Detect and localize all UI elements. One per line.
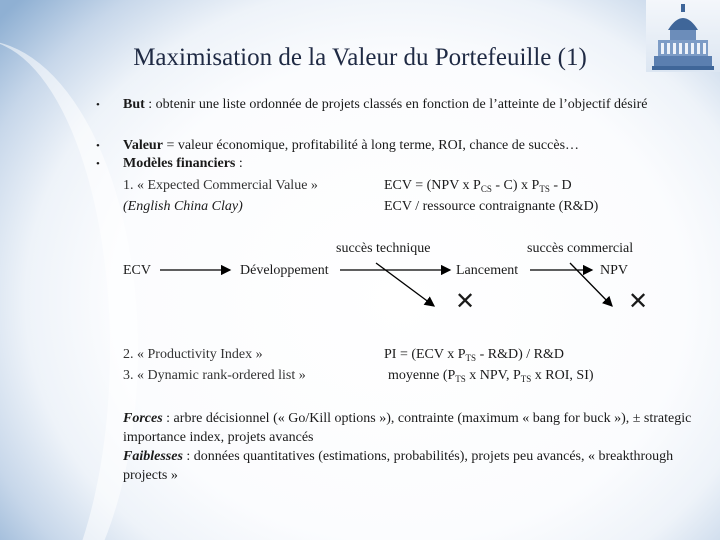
model3-name: 3. « Dynamic rank-ordered list »	[123, 368, 306, 383]
bullet-glyph: •	[96, 158, 100, 170]
flow-node-launch: Lancement	[456, 263, 519, 278]
page-title: Maximisation de la Valeur du Portefeuille (1)	[133, 44, 587, 71]
model1-name: 1. « Expected Commercial Value »	[123, 178, 318, 193]
flow-node-ecv: ECV	[123, 263, 151, 278]
bullet-text: = valeur économique, profitabilité à long terme, ROI, chance de succès…	[162, 138, 580, 153]
bullet-text: :	[235, 156, 243, 171]
bullet-glyph: •	[96, 140, 100, 152]
faiblesses-label: Faiblesses	[123, 449, 183, 464]
failure-x-mark-icon: ✕	[455, 287, 476, 315]
model2-name: 2. « Productivity Index »	[123, 347, 263, 362]
flow-label-technical-success: succès technique	[336, 241, 431, 256]
bullet-label: Valeur	[123, 138, 163, 153]
faiblesses-paragraph	[123, 447, 683, 485]
forces-label: Forces	[123, 411, 163, 426]
failure-x-mark-icon: ✕	[628, 287, 649, 315]
bullet-label: But	[123, 97, 145, 112]
flow-label-commercial-success: succès commercial	[527, 241, 634, 256]
model3-formula: moyenne ($P_{TS}$ x NPV, $P_{TS}$ x ROI, SI)	[388, 368, 594, 384]
model1-source-text: (English China Clay)	[123, 199, 243, 214]
faiblesses-text: : données quantitatives (estimations, probabilités), projets peu avancés, « breakthrough projects »	[123, 449, 674, 483]
bullet-label: Modèles financiers	[123, 156, 236, 171]
flow-node-development: Développement	[240, 263, 329, 278]
bullet-glyph: •	[96, 99, 100, 111]
model1-formula-ratio: ECV / ressource contraignante (R&D)	[384, 199, 599, 214]
model1-formula-ecv: ECV = (NPV x $P_{CS} - C$) x $P_{TS}$ - D	[384, 178, 572, 194]
flow-node-npv: NPV	[600, 263, 629, 278]
forces-paragraph	[123, 409, 718, 447]
forces-text: : arbre décisionnel (« Go/Kill options »), contrainte (maximum « bang for buck »), ± strategic importance index, projets avancés	[123, 411, 692, 445]
bullet-text: : obtenir une liste ordonnée de projets classés en fonction de l’atteinte de l’objectif désiré	[144, 97, 648, 112]
model2-formula: PI = (ECV x $P_{TS}$ - R&D) / R&D	[384, 347, 564, 363]
